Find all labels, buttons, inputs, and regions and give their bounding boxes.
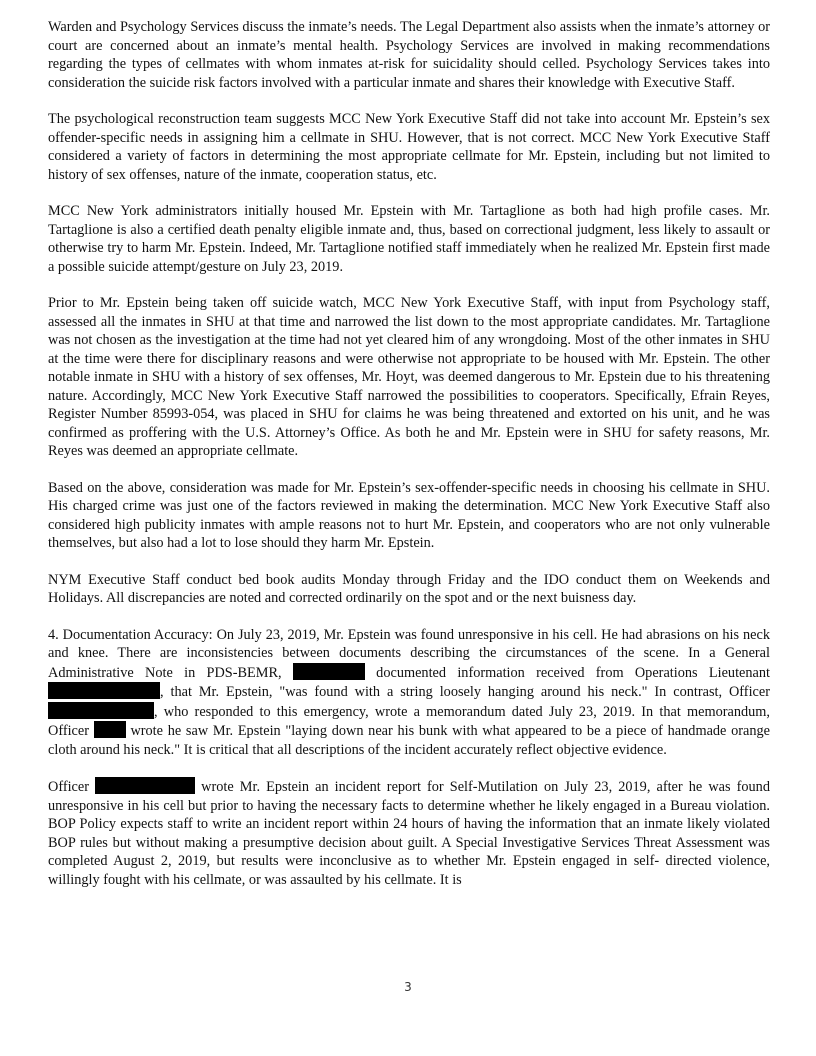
text-segment: 4. Documentation Accuracy: On July 23, 2019, Mr. Epstein was found unresponsive in his cell. He had abrasions on his neck and knee. There are inconsistencies between documents describing the circumstances of the scene. In a General Administrative Note in PDS-BEMR, [48, 626, 770, 681]
redaction-box [95, 777, 195, 794]
paragraph-bed-book-audits: NYM Executive Staff conduct bed book audits Monday through Friday and the IDO conduct them on Weekends and Holidays. All discrepancies are noted and corrected ordinarily on the spot and or the next buisness day. [48, 571, 770, 606]
redaction-box [94, 721, 126, 738]
page-number: 3 [404, 980, 412, 994]
text-segment: wrote Mr. Epstein an incident report for Self-Mutilation on July 23, 2019, after he was found unresponsive in his cell but prior to having the necessary facts to determine whether he likely engaged in a Bureau violation. BOP Policy expects staff to write an incident report within 24 hours of having the information that an inmate likely violated BOP rules but without making a presumptive decision about guilt. A Special Investigative Services Threat Assessment was completed August 2, 2019, but results were inconclusive as to whether Mr. Epstein engaged in self- directed violence, willingly fought with his cellmate, or was assaulted by his cellmate. It is [48, 779, 770, 888]
text-segment: documented information received from Operations Lieutenant [376, 664, 771, 681]
paragraph-documentation-accuracy [48, 626, 770, 760]
redaction-box [48, 682, 160, 699]
paragraph-psychology-services: Warden and Psychology Services discuss the inmate’s needs. The Legal Department also assists when the inmate’s attorney or court are concerned about an inmate’s mental health. Psychology Services are involved in making recommendations regarding the types of cellmates with whom inmates at-risk for suicidality should celled. Psychology Services takes into consideration the suicide risk factors involved with a particular inmate and shares their knowledge with Executive Staff. [48, 19, 770, 91]
paragraph-cellmate-factors: The psychological reconstruction team suggests MCC New York Executive Staff did not take into account Mr. Epstein’s sex offender-specific needs in assigning him a cellmate in SHU. However, that is not correct. MCC New York Executive Staff considered a variety of factors in determining the most appropriate cellmate for Mr. Epstein, including but not limited to history of sex offenses, nature of the inmate, cooperation status, etc. [48, 111, 770, 183]
text-segment: Officer [48, 779, 90, 795]
redaction-box [293, 663, 365, 680]
document-body [48, 18, 770, 907]
paragraph-consideration: Based on the above, consideration was made for Mr. Epstein’s sex-offender-specific needs in choosing his cellmate in SHU. His charged crime was just one of the factors reviewed in making the determination. MCC New York Executive Staff also considered high publicity inmates with ample reasons not to hurt Mr. Epstein, and cooperators who are not only vulnerable themselves, but also had a lot to lose should they harm Mr. Epstein. [48, 479, 770, 551]
text-segment: wrote he saw Mr. Epstein "laying down near his bunk with what appeared to be a piece of handmade orange cloth around his neck." It is critical that all descriptions of the incident accurately reflect objective evidence. [48, 723, 771, 758]
paragraph-suicide-watch: Prior to Mr. Epstein being taken off suicide watch, MCC New York Executive Staff, with input from Psychology staff, assessed all the inmates in SHU at that time and narrowed the list down to the most appropriate candidates. Mr. Tartaglione was not chosen as the investigation at the time had not yet cleared him of any wrongdoing. Most of the other inmates in SHU at the time were there for disciplinary reasons and were otherwise not appropriate to be housed with Mr. Epstein. The other notable inmate in SHU with a history of sex offenses, Mr. Hoyt, was deemed dangerous to Mr. Epstein due to his threatening nature. Accordingly, MCC New York Executive Staff narrowed the possibilities to cooperators. Specifically, Efrain Reyes, Register Number 85993-054, was placed in SHU for claims he was being threatened and extorted on his unit, and he was confirmed as proffering with the U.S. Attorney’s Office. As both he and Mr. Epstein were in SHU for safety reasons, Mr. Reyes was deemed an appropriate cellmate. [48, 295, 770, 459]
text-segment: , who responded to this emergency, wrote a memorandum dated July 23, 2019. In that memorandum, Officer [48, 703, 770, 739]
redaction-box [48, 702, 154, 719]
text-segment: , that Mr. Epstein, "was found with a string loosely hanging around his neck." In contrast, Officer [160, 684, 770, 700]
paragraph-incident-report [48, 777, 770, 889]
paragraph-tartaglione: MCC New York administrators initially housed Mr. Epstein with Mr. Tartaglione as both had high profile cases. Mr. Tartaglione is also a certified death penalty eligible inmate and, thus, based on correctional judgment, less likely to assault or otherwise try to harm Mr. Epstein. Indeed, Mr. Tartaglione notified staff immediately when he realized Mr. Epstein first made a possible suicide attempt/gesture on July 23, 2019. [48, 203, 770, 275]
